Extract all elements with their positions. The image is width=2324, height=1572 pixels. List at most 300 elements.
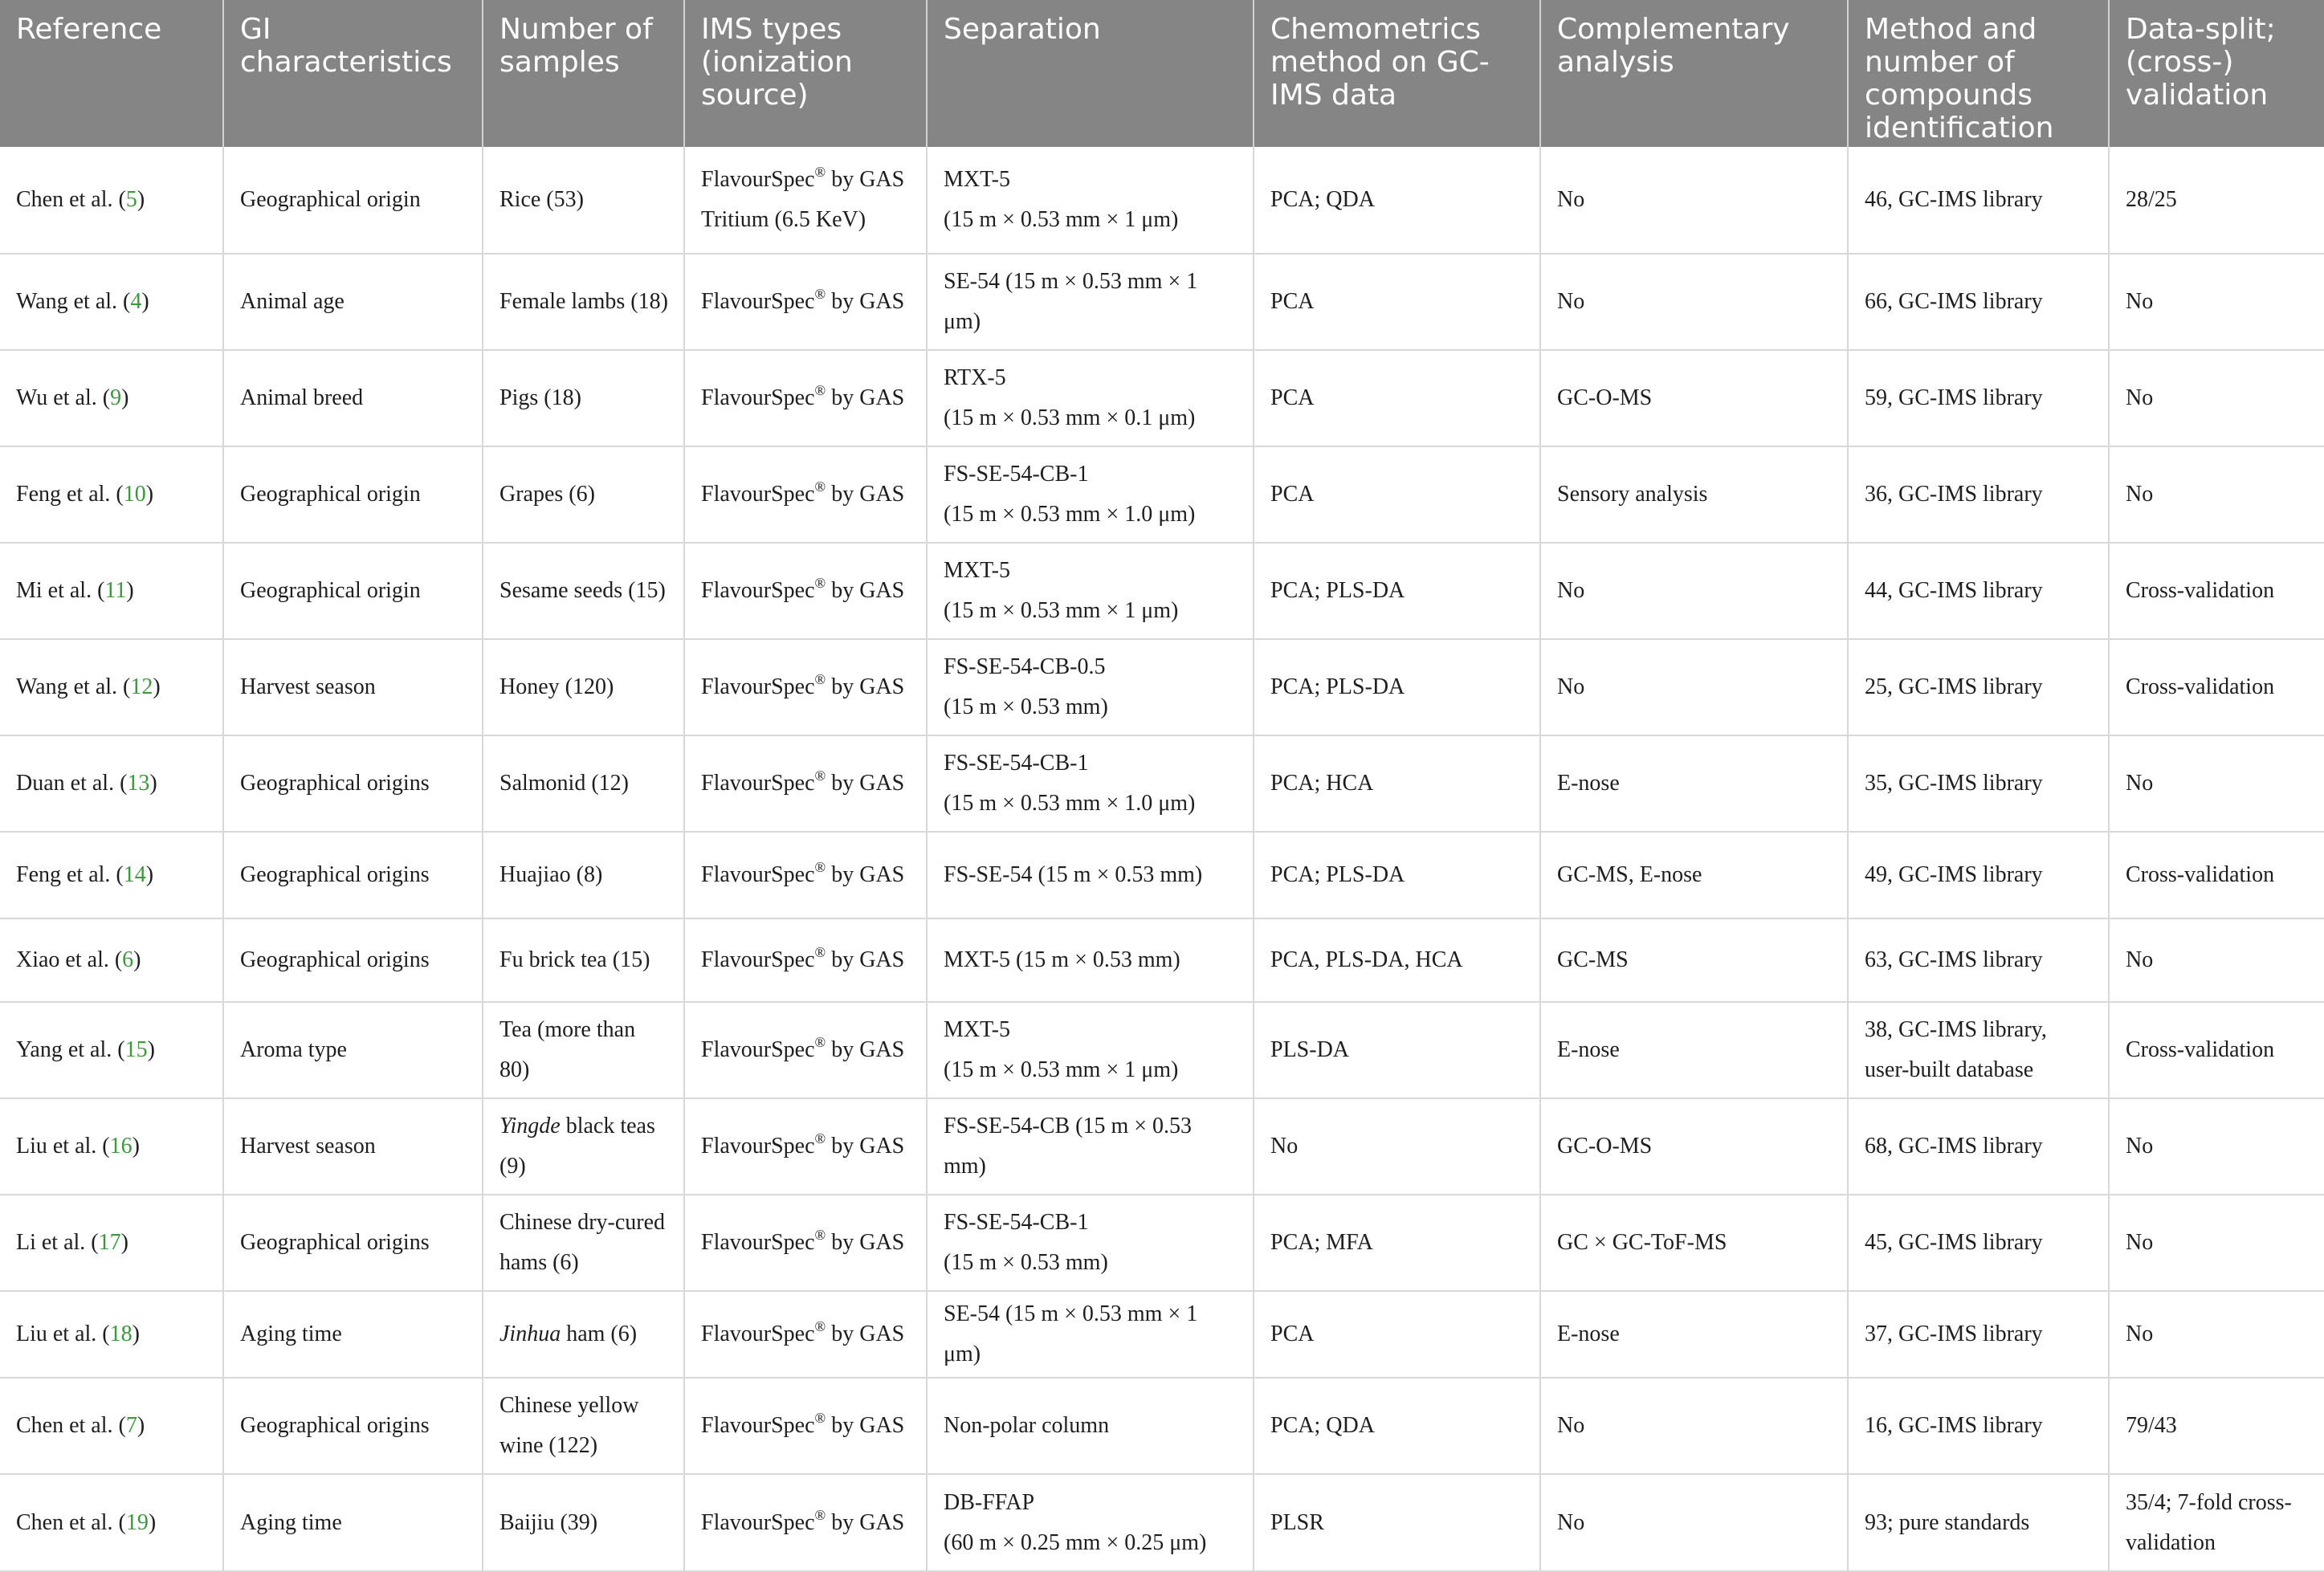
complementary-analysis-cell: [1540, 1474, 1848, 1571]
ims-vendor: by GAS: [826, 1037, 905, 1062]
ims-type-cell: [684, 639, 927, 735]
data-split-value: Cross-validation: [2126, 674, 2275, 699]
method-cell: [1848, 918, 2109, 1002]
table-row: [0, 446, 2324, 543]
chemometrics-value: PCA; PLS-DA: [1270, 674, 1405, 699]
chemometrics-cell: [1254, 446, 1540, 543]
complementary-analysis-value: GC-MS, E-nose: [1557, 862, 1702, 887]
ims-type-cell: [684, 147, 927, 254]
samples-cell: [483, 1195, 684, 1291]
samples-value: Female lambs (18): [499, 289, 668, 314]
method-cell: [1848, 1378, 2109, 1474]
chemometrics-value: PCA; QDA: [1270, 187, 1375, 212]
registered-mark: ®: [814, 944, 826, 960]
samples-value: Honey (120): [499, 674, 614, 699]
header-separation: Separation: [927, 0, 1254, 147]
data-split-cell: [2109, 1098, 2324, 1195]
header-chemometrics-method: Chemometrics method on GC-IMS data: [1254, 0, 1540, 147]
samples-value: Grapes (6): [499, 482, 595, 507]
ims-instrument: FlavourSpec: [701, 1134, 815, 1159]
reference-author: Feng et al.: [16, 862, 111, 887]
chemometrics-cell: [1254, 1378, 1540, 1474]
table-row: [0, 350, 2324, 446]
data-split-cell: [2109, 254, 2324, 350]
reference-author: Wang et al.: [16, 674, 118, 699]
samples-value: Chinese dry-cured hams (6): [499, 1210, 666, 1275]
separation-dimensions: (15 m × 0.53 mm × 1.0 μm): [944, 502, 1196, 527]
method-value: 66, GC-IMS library: [1865, 289, 2043, 314]
gi-characteristics-cell: [223, 1474, 483, 1571]
chemometrics-cell: [1254, 918, 1540, 1002]
ims-type-cell: [684, 832, 927, 918]
ims-vendor: by GAS: [826, 578, 905, 603]
header-number-of-samples: Number of samples: [483, 0, 684, 147]
complementary-analysis-value: No: [1557, 289, 1585, 314]
registered-mark: ®: [814, 1506, 826, 1523]
data-split-value: No: [2126, 385, 2154, 410]
complementary-analysis-cell: [1540, 832, 1848, 918]
data-split-cell: [2109, 918, 2324, 1002]
gi-characteristics-cell: [223, 1098, 483, 1195]
registered-mark: ®: [814, 1410, 826, 1426]
registered-mark: ®: [814, 1034, 826, 1050]
reference-link[interactable]: 13: [127, 771, 150, 796]
reference-link[interactable]: 9: [110, 385, 122, 410]
separation-column: Non-polar column: [944, 1413, 1110, 1438]
table-row: [0, 918, 2324, 1002]
registered-mark: ®: [814, 1318, 826, 1334]
samples-value: black teas (9): [499, 1114, 655, 1179]
header-ims-types: IMS types (ionization source): [684, 0, 927, 147]
reference-author: Chen et al.: [16, 1509, 113, 1535]
reference-link[interactable]: 7: [125, 1413, 137, 1438]
samples-value: Rice (53): [499, 187, 584, 212]
method-value: 49, GC-IMS library: [1865, 862, 2043, 887]
ims-instrument: FlavourSpec: [701, 1230, 815, 1255]
separation-cell: [927, 1378, 1254, 1474]
complementary-analysis-value: GC-MS: [1557, 947, 1629, 972]
reference-link[interactable]: 16: [109, 1134, 133, 1159]
data-split-cell: [2109, 1002, 2324, 1098]
registered-mark: ®: [814, 479, 826, 495]
reference-link[interactable]: 6: [122, 947, 134, 972]
table-row: [0, 1474, 2324, 1571]
separation-column: DB-FFAP: [944, 1489, 1035, 1515]
samples-cell: [483, 543, 684, 639]
chemometrics-value: PCA; PLS-DA: [1270, 578, 1405, 603]
samples-cell: [483, 1474, 684, 1571]
reference-author: Liu et al.: [16, 1322, 97, 1346]
header-data-split: Data-split; (cross-) validation: [2109, 0, 2324, 147]
reference-author: Wu et al.: [16, 385, 97, 410]
chemometrics-value: PLSR: [1270, 1509, 1324, 1535]
ims-vendor: by GAS: [826, 862, 905, 887]
ims-vendor: by GAS: [826, 482, 905, 507]
samples-value: ham (6): [561, 1322, 638, 1346]
separation-cell: [927, 1291, 1254, 1378]
separation-column: FS-SE-54-CB-0.5: [944, 654, 1106, 679]
separation-column: FS-SE-54-CB-1: [944, 462, 1089, 487]
reference-cell: Feng et al. (14): [0, 832, 223, 918]
reference-cell: Wang et al. (4): [0, 254, 223, 350]
samples-cell: [483, 1098, 684, 1195]
chemometrics-cell: [1254, 147, 1540, 254]
complementary-analysis-value: No: [1557, 674, 1585, 699]
data-split-cell: [2109, 639, 2324, 735]
gi-characteristics-value: Aging time: [240, 1322, 342, 1346]
complementary-analysis-value: E-nose: [1557, 771, 1620, 796]
reference-author: Chen et al.: [16, 187, 113, 212]
table-row: [0, 1002, 2324, 1098]
gi-characteristics-cell: [223, 1002, 483, 1098]
method-value: 44, GC-IMS library: [1865, 578, 2043, 603]
reference-author: Chen et al.: [16, 1413, 113, 1438]
data-split-cell: [2109, 543, 2324, 639]
chemometrics-value: PCA; QDA: [1270, 1413, 1375, 1438]
complementary-analysis-cell: [1540, 147, 1848, 254]
reference-link[interactable]: 19: [125, 1509, 149, 1535]
data-split-value: No: [2126, 289, 2154, 314]
reference-author: Duan et al.: [16, 771, 115, 796]
separation-column: FS-SE-54 (15 m × 0.53 mm): [944, 862, 1203, 887]
registered-mark: ®: [814, 671, 826, 687]
ims-type-cell: [684, 254, 927, 350]
reference-cell: Li et al. (17): [0, 1195, 223, 1291]
samples-value: Huajiao (8): [499, 862, 603, 887]
separation-cell: [927, 1195, 1254, 1291]
ims-vendor: by GAS: [826, 385, 905, 410]
ims-instrument: FlavourSpec: [701, 289, 815, 314]
samples-cell: [483, 254, 684, 350]
gi-characteristics-cell: [223, 1291, 483, 1378]
header-reference: Reference: [0, 0, 223, 147]
gi-characteristics-value: Geographical origin: [240, 187, 421, 212]
chemometrics-value: PCA: [1270, 482, 1315, 507]
method-value: 46, GC-IMS library: [1865, 187, 2043, 212]
separation-column: FS-SE-54-CB-1: [944, 751, 1089, 776]
data-split-cell: [2109, 1474, 2324, 1571]
ims-type-cell: [684, 446, 927, 543]
chemometrics-value: No: [1270, 1134, 1299, 1159]
ims-instrument: FlavourSpec: [701, 578, 815, 603]
complementary-analysis-value: GC × GC-ToF-MS: [1557, 1230, 1727, 1255]
samples-italic-name: Jinhua: [499, 1322, 561, 1346]
method-value: 59, GC-IMS library: [1865, 385, 2043, 410]
data-split-value: 28/25: [2126, 187, 2177, 212]
reference-cell: Liu et al. (16): [0, 1098, 223, 1195]
chemometrics-cell: [1254, 1474, 1540, 1571]
data-split-value: No: [2126, 771, 2154, 796]
reference-link[interactable]: 4: [130, 289, 142, 314]
reference-link[interactable]: 11: [104, 578, 127, 603]
method-value: 35, GC-IMS library: [1865, 771, 2043, 796]
chemometrics-value: PCA; HCA: [1270, 771, 1374, 796]
complementary-analysis-value: E-nose: [1557, 1037, 1620, 1062]
gi-characteristics-value: Geographical origins: [240, 771, 430, 796]
method-value: 25, GC-IMS library: [1865, 674, 2043, 699]
complementary-analysis-cell: [1540, 918, 1848, 1002]
ims-type-cell: [684, 1195, 927, 1291]
separation-cell: [927, 254, 1254, 350]
chemometrics-value: PCA: [1270, 1322, 1315, 1346]
separation-dimensions: (15 m × 0.53 mm × 1.0 μm): [944, 791, 1196, 816]
data-split-value: No: [2126, 1230, 2154, 1255]
complementary-analysis-cell: [1540, 350, 1848, 446]
complementary-analysis-value: GC-O-MS: [1557, 1134, 1653, 1159]
gi-characteristics-cell: [223, 254, 483, 350]
gi-characteristics-value: Harvest season: [240, 1134, 376, 1159]
reference-cell: Mi et al. (11): [0, 543, 223, 639]
data-split-cell: [2109, 832, 2324, 918]
samples-italic-name: Yingde: [499, 1114, 561, 1138]
samples-value: Chinese yellow wine (122): [499, 1393, 639, 1458]
table-row: [0, 639, 2324, 735]
separation-cell: [927, 832, 1254, 918]
ims-vendor: by GAS: [826, 1230, 905, 1255]
samples-cell: [483, 832, 684, 918]
chemometrics-cell: [1254, 254, 1540, 350]
method-cell: [1848, 832, 2109, 918]
samples-cell: [483, 639, 684, 735]
chemometrics-value: PCA; MFA: [1270, 1230, 1373, 1255]
registered-mark: ®: [814, 859, 826, 875]
separation-column: MXT-5 (15 m × 0.53 mm): [944, 947, 1180, 972]
reference-author: Xiao et al.: [16, 947, 109, 972]
separation-column: SE-54 (15 m × 0.53 mm × 1 μm): [944, 269, 1198, 334]
gi-characteristics-value: Animal age: [240, 289, 345, 314]
reference-cell: Wu et al. (9): [0, 350, 223, 446]
gi-characteristics-cell: [223, 543, 483, 639]
separation-dimensions: (15 m × 0.53 mm × 1 μm): [944, 1057, 1179, 1082]
chemometrics-value: PCA: [1270, 385, 1315, 410]
complementary-analysis-cell: [1540, 1378, 1848, 1474]
chemometrics-value: PCA; PLS-DA: [1270, 862, 1405, 887]
method-cell: [1848, 1291, 2109, 1378]
separation-dimensions: (60 m × 0.25 mm × 0.25 μm): [944, 1529, 1207, 1555]
data-split-cell: [2109, 350, 2324, 446]
header-row: [0, 0, 2324, 147]
reference-link[interactable]: 12: [130, 674, 153, 699]
reference-author: Li et al.: [16, 1230, 86, 1255]
method-value: 36, GC-IMS library: [1865, 482, 2043, 507]
separation-cell: [927, 147, 1254, 254]
gi-characteristics-value: Geographical origins: [240, 1413, 430, 1438]
ims-type-cell: [684, 1378, 927, 1474]
samples-value: Sesame seeds (15): [499, 578, 666, 603]
reference-link[interactable]: 17: [98, 1230, 121, 1255]
reference-author: Wang et al.: [16, 289, 118, 314]
reference-cell: Wang et al. (12): [0, 639, 223, 735]
chemometrics-cell: [1254, 543, 1540, 639]
complementary-analysis-cell: [1540, 1002, 1848, 1098]
complementary-analysis-value: GC-O-MS: [1557, 385, 1653, 410]
complementary-analysis-cell: [1540, 543, 1848, 639]
gi-characteristics-cell: [223, 832, 483, 918]
header-method-compounds: Method and number of compounds identification: [1848, 0, 2109, 147]
separation-column: MXT-5: [944, 167, 1010, 192]
chemometrics-value: PCA: [1270, 289, 1315, 314]
reference-link[interactable]: 5: [125, 187, 137, 212]
data-split-value: Cross-validation: [2126, 862, 2275, 887]
gi-characteristics-value: Geographical origin: [240, 578, 421, 603]
method-cell: [1848, 147, 2109, 254]
table-row: [0, 1378, 2324, 1474]
complementary-analysis-value: No: [1557, 578, 1585, 603]
data-split-cell: [2109, 1291, 2324, 1378]
separation-dimensions: (15 m × 0.53 mm): [944, 1250, 1108, 1275]
ims-vendor: by GAS: [826, 1509, 905, 1535]
gi-characteristics-value: Geographical origins: [240, 1230, 430, 1255]
reference-cell: Xiao et al. (6): [0, 918, 223, 1002]
samples-cell: [483, 735, 684, 832]
table-body: [0, 147, 2324, 1571]
data-split-cell: [2109, 446, 2324, 543]
ims-vendor: by GAS: [826, 1413, 905, 1438]
complementary-analysis-value: E-nose: [1557, 1322, 1620, 1346]
samples-cell: [483, 1002, 684, 1098]
reference-link[interactable]: 14: [123, 862, 146, 887]
ims-type-cell: [684, 1291, 927, 1378]
table-row: [0, 1195, 2324, 1291]
method-cell: [1848, 1098, 2109, 1195]
samples-cell: [483, 350, 684, 446]
separation-column: FS-SE-54-CB (15 m × 0.53 mm): [944, 1114, 1193, 1179]
ims-type-cell: [684, 918, 927, 1002]
ims-type-cell: [684, 543, 927, 639]
reference-cell: Yang et al. (15): [0, 1002, 223, 1098]
ims-type-cell: [684, 735, 927, 832]
table-row: [0, 147, 2324, 254]
method-cell: [1848, 639, 2109, 735]
chemometrics-cell: [1254, 350, 1540, 446]
registered-mark: ®: [814, 164, 826, 180]
gi-characteristics-value: Geographical origins: [240, 947, 430, 972]
reference-link[interactable]: 10: [123, 482, 146, 507]
gi-characteristics-cell: [223, 350, 483, 446]
ims-instrument: FlavourSpec: [701, 482, 815, 507]
gi-characteristics-value: Aroma type: [240, 1037, 347, 1062]
data-split-cell: [2109, 147, 2324, 254]
gi-characteristics-value: Aging time: [240, 1509, 342, 1535]
ims-vendor: by GAS: [826, 1322, 905, 1346]
complementary-analysis-cell: [1540, 446, 1848, 543]
separation-cell: [927, 1002, 1254, 1098]
reference-cell: Feng et al. (10): [0, 446, 223, 543]
data-split-value: Cross-validation: [2126, 1037, 2275, 1062]
samples-cell: [483, 1291, 684, 1378]
registered-mark: ®: [814, 382, 826, 398]
method-value: 37, GC-IMS library: [1865, 1322, 2043, 1346]
reference-author: Mi et al.: [16, 578, 92, 603]
separation-dimensions: (15 m × 0.53 mm × 1 μm): [944, 598, 1179, 623]
method-cell: [1848, 1002, 2109, 1098]
registered-mark: ®: [814, 768, 826, 784]
ims-vendor: by GAS: [826, 947, 905, 972]
samples-value: Fu brick tea (15): [499, 947, 650, 972]
reference-cell: Duan et al. (13): [0, 735, 223, 832]
header-complementary-analysis: Complementary analysis: [1540, 0, 1848, 147]
method-value: 63, GC-IMS library: [1865, 947, 2043, 972]
samples-cell: [483, 446, 684, 543]
separation-cell: [927, 918, 1254, 1002]
reference-cell: Chen et al. (7): [0, 1378, 223, 1474]
separation-cell: [927, 1474, 1254, 1571]
ims-instrument: FlavourSpec: [701, 862, 815, 887]
complementary-analysis-cell: [1540, 639, 1848, 735]
reference-link[interactable]: 15: [124, 1037, 148, 1062]
table-row: [0, 543, 2324, 639]
complementary-analysis-value: No: [1557, 1413, 1585, 1438]
samples-cell: [483, 1378, 684, 1474]
data-split-cell: [2109, 1195, 2324, 1291]
registered-mark: ®: [814, 575, 826, 591]
registered-mark: ®: [814, 286, 826, 302]
separation-cell: [927, 639, 1254, 735]
table-row: [0, 1291, 2324, 1378]
ims-vendor: by GAS: [826, 1134, 905, 1159]
separation-dimensions: (15 m × 0.53 mm): [944, 694, 1108, 719]
ims-instrument: FlavourSpec: [701, 167, 815, 192]
samples-cell: [483, 147, 684, 254]
data-split-value: Cross-validation: [2126, 578, 2275, 603]
chemometrics-cell: [1254, 639, 1540, 735]
gi-characteristics-cell: [223, 639, 483, 735]
chemometrics-value: PCA, PLS-DA, HCA: [1270, 947, 1463, 972]
method-value: 93; pure standards: [1865, 1509, 2030, 1535]
method-cell: [1848, 1195, 2109, 1291]
gi-characteristics-value: Harvest season: [240, 674, 376, 699]
ims-type-cell: [684, 350, 927, 446]
gi-characteristics-cell: [223, 1378, 483, 1474]
ims-vendor: by GAS: [826, 289, 905, 314]
method-cell: [1848, 1474, 2109, 1571]
data-split-value: No: [2126, 1322, 2154, 1346]
separation-cell: [927, 446, 1254, 543]
ims-vendor: by GAS: [826, 674, 905, 699]
method-value: 68, GC-IMS library: [1865, 1134, 2043, 1159]
method-cell: [1848, 446, 2109, 543]
ims-type-cell: [684, 1474, 927, 1571]
chemometrics-cell: [1254, 1195, 1540, 1291]
ims-instrument: FlavourSpec: [701, 947, 815, 972]
ims-type-cell: [684, 1002, 927, 1098]
gi-characteristics-cell: [223, 918, 483, 1002]
ims-instrument: FlavourSpec: [701, 771, 815, 796]
table-row: [0, 735, 2324, 832]
reference-cell: Liu et al. (18): [0, 1291, 223, 1378]
complementary-analysis-cell: [1540, 1195, 1848, 1291]
samples-value: Baijiu (39): [499, 1509, 598, 1535]
data-split-value: No: [2126, 1134, 2154, 1159]
header-gi-characteristics: GI characteristics: [223, 0, 483, 147]
samples-value: Tea (more than 80): [499, 1017, 636, 1082]
reference-link[interactable]: 18: [109, 1322, 133, 1346]
gi-characteristics-value: Geographical origin: [240, 482, 421, 507]
complementary-analysis-cell: [1540, 1098, 1848, 1195]
reference-cell: Chen et al. (19): [0, 1474, 223, 1571]
method-cell: [1848, 543, 2109, 639]
method-cell: [1848, 735, 2109, 832]
table-row: [0, 254, 2324, 350]
chemometrics-cell: [1254, 1291, 1540, 1378]
separation-dimensions: (15 m × 0.53 mm × 1 μm): [944, 207, 1179, 232]
chemometrics-value: PLS-DA: [1270, 1037, 1350, 1062]
data-split-value: 79/43: [2126, 1413, 2177, 1438]
chemometrics-cell: [1254, 1002, 1540, 1098]
ims-instrument: FlavourSpec: [701, 1322, 815, 1346]
separation-column: MXT-5: [944, 558, 1010, 583]
separation-dimensions: (15 m × 0.53 mm × 0.1 μm): [944, 405, 1196, 430]
